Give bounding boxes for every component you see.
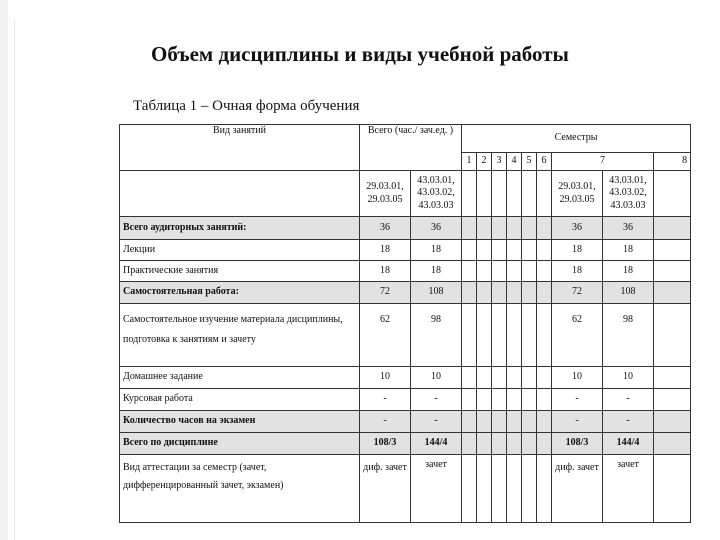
sem-number: 1 (462, 153, 477, 171)
sem-number: 2 (477, 153, 492, 171)
cell-a: 18 (360, 261, 411, 282)
cell-c: 72 (552, 282, 603, 304)
cell-d: 18 (603, 261, 654, 282)
header-vsego: Всего (час./ зач.ед. ) (360, 125, 462, 171)
study-load-table (119, 124, 691, 523)
cell-a: 62 (360, 304, 411, 367)
cell-b: 144/4 (411, 433, 462, 455)
cell-c: - (552, 411, 603, 433)
sem-number: 8 (654, 153, 691, 171)
table-row (120, 433, 691, 455)
codes-d: 43.03.01, 43.03.02, 43.03.03 (603, 171, 654, 217)
cell-c: 18 (552, 240, 603, 261)
cell-c: 10 (552, 367, 603, 389)
cell-b: 36 (411, 217, 462, 240)
table-row (120, 389, 691, 411)
row-label: Самостоятельное изучение материала дисциплины, подготовка к занятиям и зачету (120, 304, 360, 367)
cell-b: - (411, 389, 462, 411)
header-row-top (120, 125, 691, 153)
table-caption: Таблица 1 – Очная форма обучения (133, 98, 360, 114)
table-row (120, 261, 691, 282)
row-label: Вид аттестации за семестр (зачет, дифференцированный зачет, экзамен) (120, 455, 360, 523)
cell-d: 10 (603, 367, 654, 389)
table-row (120, 217, 691, 240)
cell-a: - (360, 411, 411, 433)
cell-a: 10 (360, 367, 411, 389)
sem-number: 3 (492, 153, 507, 171)
sem-number: 5 (522, 153, 537, 171)
cell-a: 18 (360, 240, 411, 261)
codes-a: 29.03.01, 29.03.05 (360, 171, 411, 217)
cell-b: 18 (411, 261, 462, 282)
cell-c: 108/3 (552, 433, 603, 455)
cell-c: - (552, 389, 603, 411)
cell-d: - (603, 411, 654, 433)
cell-a: 72 (360, 282, 411, 304)
sem-number: 7 (552, 153, 654, 171)
cell-c: 62 (552, 304, 603, 367)
row-label: Самостоятельная работа: (120, 282, 360, 304)
cell-d: 108 (603, 282, 654, 304)
table-row (120, 455, 691, 523)
cell-b: 18 (411, 240, 462, 261)
header-row-codes (120, 171, 691, 217)
header-vid: Вид занятий (120, 125, 360, 171)
page-margin-line (14, 20, 15, 540)
table-row (120, 282, 691, 304)
cell-d: 36 (603, 217, 654, 240)
table-row (120, 304, 691, 367)
codes-c: 29.03.01, 29.03.05 (552, 171, 603, 217)
table-row (120, 240, 691, 261)
cell-d: 18 (603, 240, 654, 261)
page-left-edge (0, 0, 8, 540)
row-label: Курсовая работа (120, 389, 360, 411)
table-row (120, 367, 691, 389)
row-label: Практические занятия (120, 261, 360, 282)
cell-c: диф. зачет (552, 455, 603, 523)
cell-a: 36 (360, 217, 411, 240)
cell-b: 98 (411, 304, 462, 367)
cell-b: 108 (411, 282, 462, 304)
row-label: Количество часов на экзамен (120, 411, 360, 433)
page-title: Объем дисциплины и виды учебной работы (151, 42, 569, 66)
row-label: Всего по дисциплине (120, 433, 360, 455)
cell-a: диф. зачет (360, 455, 411, 523)
cell-c: 36 (552, 217, 603, 240)
sem-number: 4 (507, 153, 522, 171)
sem-number: 6 (537, 153, 552, 171)
header-semestry: Семестры (462, 125, 691, 153)
row-label: Домашнее задание (120, 367, 360, 389)
cell-b: - (411, 411, 462, 433)
table-row (120, 411, 691, 433)
cell-c: 18 (552, 261, 603, 282)
cell-d: 98 (603, 304, 654, 367)
cell-d: зачет (603, 455, 654, 523)
cell-d: - (603, 389, 654, 411)
row-label: Всего аудиторных занятий: (120, 217, 360, 240)
cell-a: 108/3 (360, 433, 411, 455)
cell-d: 144/4 (603, 433, 654, 455)
cell-b: 10 (411, 367, 462, 389)
cell-a: - (360, 389, 411, 411)
cell-b: зачет (411, 455, 462, 523)
row-label: Лекции (120, 240, 360, 261)
codes-b: 43.03.01, 43.03.02, 43.03.03 (411, 171, 462, 217)
